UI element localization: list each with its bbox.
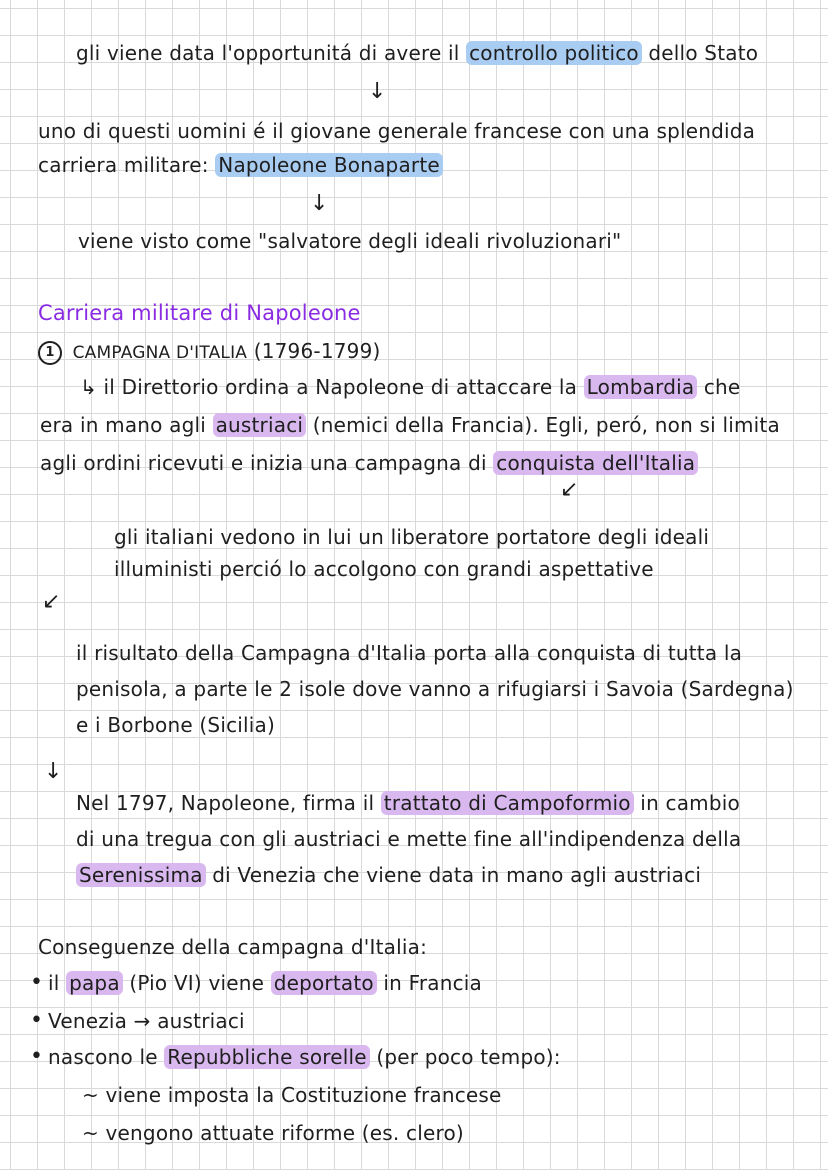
return-arrow-icon: ↳ bbox=[80, 375, 97, 399]
highlight-napoleone-bonaparte: Napoleone Bonaparte bbox=[215, 153, 443, 177]
note-line: illuministi perció lo accolgono con grandi aspettative bbox=[114, 557, 654, 581]
curved-arrow-icon: ↓ bbox=[44, 759, 63, 784]
note-text: (Pio VI) viene bbox=[122, 971, 271, 995]
note-text: (nemici della Francia). Egli, peró, non si limita bbox=[306, 413, 780, 437]
number-badge: 1 bbox=[38, 341, 62, 365]
consequences-title: Conseguenze della campagna d'Italia: bbox=[38, 935, 428, 959]
note-line: penisola, a parte le 2 isole dove vanno a rifugiarsi i Savoia (Sardegna) bbox=[76, 677, 794, 701]
down-arrow-icon: ↓ bbox=[310, 191, 329, 216]
sub-bullet-item: ~ viene imposta la Costituzione francese bbox=[82, 1083, 502, 1107]
note-line bbox=[38, 152, 443, 178]
section-heading: Carriera militare di Napoleone bbox=[38, 301, 361, 325]
note-text: in cambio bbox=[633, 791, 740, 815]
note-text: gli viene data l'opportunitá di avere il bbox=[76, 41, 467, 65]
bullet-icon: • bbox=[30, 970, 43, 995]
note-text: agli ordini ricevuti e inizia una campagna di bbox=[40, 451, 494, 475]
note-line: il risultato della Campagna d'Italia porta alla conquista di tutta la bbox=[76, 641, 743, 665]
bullet-item: Venezia → austriaci bbox=[48, 1009, 245, 1033]
curved-arrow-icon: ↙ bbox=[42, 589, 61, 614]
bullet-item bbox=[48, 970, 482, 996]
highlight-lombardia: Lombardia bbox=[584, 375, 698, 399]
sub-bullet-item: ~ vengono attuate riforme (es. clero) bbox=[82, 1121, 464, 1145]
campaign-years: (1796-1799) bbox=[253, 339, 381, 363]
note-line bbox=[76, 790, 740, 816]
bullet-icon: • bbox=[30, 1044, 43, 1069]
note-text: (per poco tempo): bbox=[369, 1045, 561, 1069]
bullet-icon: • bbox=[30, 1008, 43, 1033]
campaign-title-line bbox=[38, 338, 381, 366]
note-line bbox=[40, 450, 698, 476]
note-text: carriera militare: bbox=[38, 153, 216, 177]
down-left-arrow-icon: ↙ bbox=[560, 477, 579, 502]
note-text: il Direttorio ordina a Napoleone di attaccare la bbox=[103, 375, 584, 399]
note-line bbox=[76, 40, 758, 66]
note-text: Nel 1797, Napoleone, firma il bbox=[76, 791, 381, 815]
note-line bbox=[80, 374, 740, 400]
note-line bbox=[76, 862, 701, 888]
note-line: e i Borbone (Sicilia) bbox=[76, 713, 276, 737]
note-line bbox=[40, 412, 780, 438]
note-text: nascono le bbox=[48, 1045, 165, 1069]
highlight-austriaci: austriaci bbox=[213, 413, 307, 437]
note-line: di una tregua con gli austriaci e mette fine all'indipendenza della bbox=[76, 827, 742, 851]
note-text: che bbox=[697, 375, 741, 399]
down-arrow-icon: ↓ bbox=[368, 79, 387, 104]
note-line: viene visto come "salvatore degli ideali rivoluzionari" bbox=[78, 229, 622, 253]
campaign-title: CAMPAGNA D'ITALIA bbox=[72, 343, 248, 363]
bullet-item bbox=[48, 1044, 561, 1070]
highlight-serenissima: Serenissima bbox=[76, 863, 206, 887]
highlight-repubbliche-sorelle: Repubbliche sorelle bbox=[164, 1045, 369, 1069]
note-text: dello Stato bbox=[641, 41, 759, 65]
note-text: di Venezia che viene data in mano agli austriaci bbox=[205, 863, 702, 887]
highlight-campoformio: trattato di Campoformio bbox=[381, 791, 634, 815]
highlight-papa: papa bbox=[66, 971, 123, 995]
note-text: in Francia bbox=[376, 971, 483, 995]
highlight-controllo-politico: controllo politico bbox=[466, 41, 642, 65]
note-text: era in mano agli bbox=[40, 413, 213, 437]
note-line: uno di questi uomini é il giovane generale francese con una splendida bbox=[38, 119, 756, 143]
highlight-conquista-italia: conquista dell'Italia bbox=[493, 451, 698, 475]
highlight-deportato: deportato bbox=[271, 971, 377, 995]
note-text: il bbox=[48, 971, 67, 995]
note-line: gli italiani vedono in lui un liberatore portatore degli ideali bbox=[114, 525, 710, 549]
